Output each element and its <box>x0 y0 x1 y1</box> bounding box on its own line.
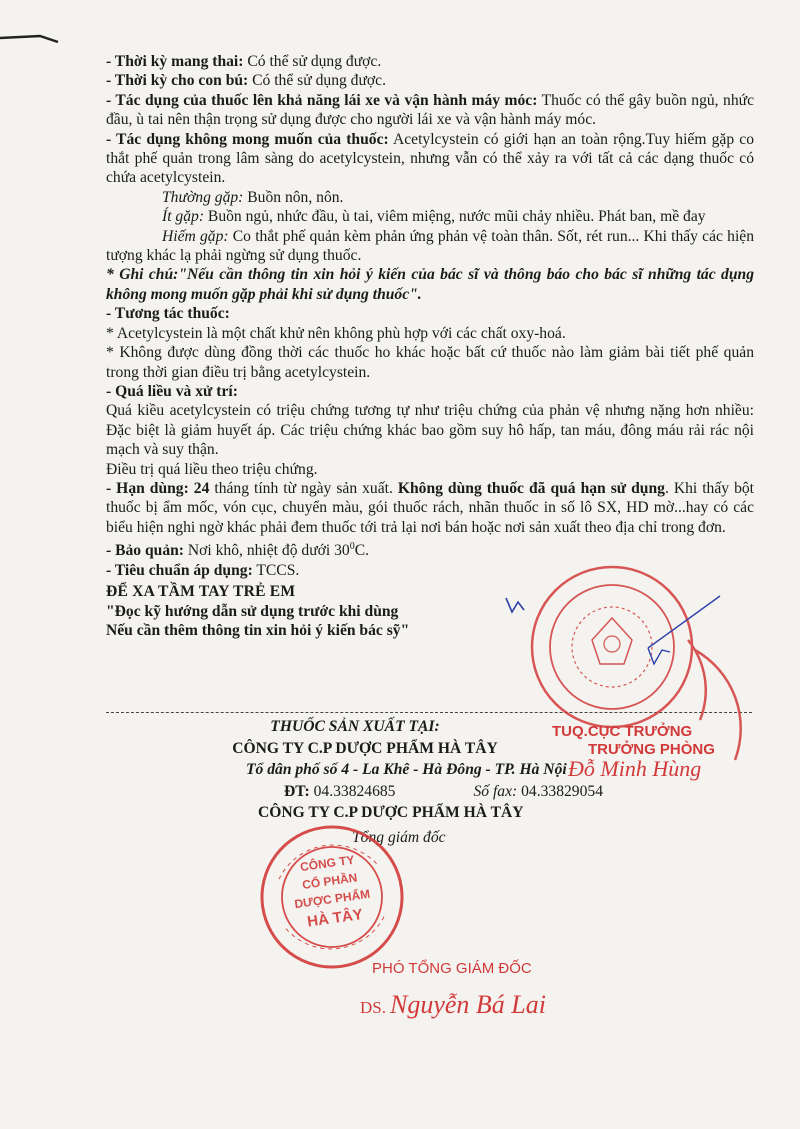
child-warning-title: ĐỂ XA TẦM TAY TRẺ EM <box>106 583 296 601</box>
breastfeeding-line: - Thời kỳ cho con bú: Có thể sử dụng được. <box>106 72 386 90</box>
ministry-title-2: TRƯỞNG PHÒNG <box>588 741 715 758</box>
side-effects-common: Thường gặp: Buồn nôn, nôn. <box>162 188 344 206</box>
ceo-title: Tổng giám đốc <box>352 828 446 846</box>
made-at-label: THUỐC SẢN XUẤT TẠI: <box>270 718 440 735</box>
svg-text:HÀ TÂY: HÀ TÂY <box>306 905 364 931</box>
ministry-signature: Đỗ Minh Hùng <box>568 756 702 781</box>
deputy-director-title: PHÓ TỔNG GIÁM ĐỐC <box>372 960 532 977</box>
manufacturer-contacts: ĐT: 04.33824685 Số fax: 04.33829054 <box>284 782 603 800</box>
expiry-section: - Hạn dùng: 24 tháng tính từ ngày sản xuất. Không dùng thuốc đã quá hạn sử dụng. Khi thấy bột thuốc bị ẩm mốc, vón cục, chuyển màu, gói thuốc rách, nhãn thuốc in số lô SX, HD mờ...hay có các biểu hiện nghi ngờ khác phải đem thuốc tới trả lại nơi bán hoặc nơi sản xuất theo địa chỉ trong đơn. <box>106 479 754 536</box>
overdose-heading: - Quá liều và xử trí: <box>106 382 238 400</box>
child-warning-line-2: Nếu cần thêm thông tin xin hỏi ý kiến bác sỹ" <box>106 621 410 639</box>
svg-text:DƯỢC PHẨM: DƯỢC PHẨM <box>293 886 371 912</box>
ministry-title-1: TUQ.CỤC TRƯỞNG <box>552 723 693 740</box>
interactions-heading: - Tương tác thuốc: <box>106 305 230 323</box>
side-effects-section: - Tác dụng không mong muốn của thuốc: Acetylcystein có giới hạn an toàn rộng.Tuy hiếm gặp co thắt phế quản trong lâm sàng do acetylcystein, nhưng vẫn có thể xảy ra với tất cả các dạng thuốc có chứa acetylcystein. <box>106 130 754 187</box>
doctor-note: * Ghi chú:"Nếu cần thông tin xin hỏi ý kiến của bác sĩ và thông báo cho bác sĩ những tác dụng không mong muốn gặp phải khi sử dụng thuốc". <box>106 266 754 303</box>
side-effects-rare: Hiếm gặp: Co thắt phế quản kèm phản ứng phản vệ toàn thân. Sốt, rét run... Khi thấy các hiện tượng khác lạ phải ngừng sử dụng thuốc. <box>106 227 754 265</box>
storage-line: - Bảo quản: Nơi khô, nhiệt độ dưới $30^0C$. <box>106 541 370 560</box>
child-warning-line-1: "Đọc kỹ hướng dẫn sử dụng trước khi dùng <box>106 602 399 620</box>
pregnancy-line: - Thời kỳ mang thai: Có thể sử dụng được. <box>106 53 382 70</box>
svg-text:CÔNG TY: CÔNG TY <box>299 852 356 875</box>
manufacturer-address: Tổ dân phố số 4 - La Khê - Hà Đông - TP. Hà Nội <box>246 761 567 778</box>
deputy-director-signature: DS. Nguyễn Bá Lai <box>360 990 546 1019</box>
svg-text:CỔ PHẦN: CỔ PHẦN <box>301 870 359 892</box>
manufacturer-company: CÔNG TY C.P DƯỢC PHẨM HÀ TÂY <box>232 739 498 757</box>
driving-section: - Tác dụng của thuốc lên khả năng lái xe và vận hành máy móc: Thuốc có thể gây buồn ngủ, nhức đầu, ù tai nên thận trọng sử dụng được cho người lái xe và vận hành máy móc. <box>106 91 754 129</box>
side-effects-uncommon: Ít gặp: Buồn ngủ, nhức đầu, ù tai, viêm miệng, nước mũi chảy nhiều. Phát ban, mề đay <box>162 208 706 226</box>
signing-company: CÔNG TY C.P DƯỢC PHẨM HÀ TÂY <box>258 804 524 821</box>
overdose-text: Quá kiều acetylcystein có triệu chứng tương tự như triệu chứng của phản vệ nhưng nặng hơn nhiều: Đặc biệt là giảm huyết áp. Các triệu chứng khác bao gồm suy hô hấp, tan máu, đông máu rải rác nội mạch và suy thận. <box>106 402 754 459</box>
interaction-item-2: * Không được dùng đồng thời các thuốc ho khác hoặc bất cứ thuốc nào làm giảm bài tiết phế quản trong thời gian điều trị bằng acetylcystein. <box>106 344 754 381</box>
standard-line: - Tiêu chuẩn áp dụng: TCCS. <box>106 561 300 579</box>
overdose-treatment: Điều trị quá liều theo triệu chứng. <box>106 460 318 478</box>
interaction-item-1: * Acetylcystein là một chất khử nên không phù hợp với các chất oxy-hoá. <box>106 324 566 342</box>
